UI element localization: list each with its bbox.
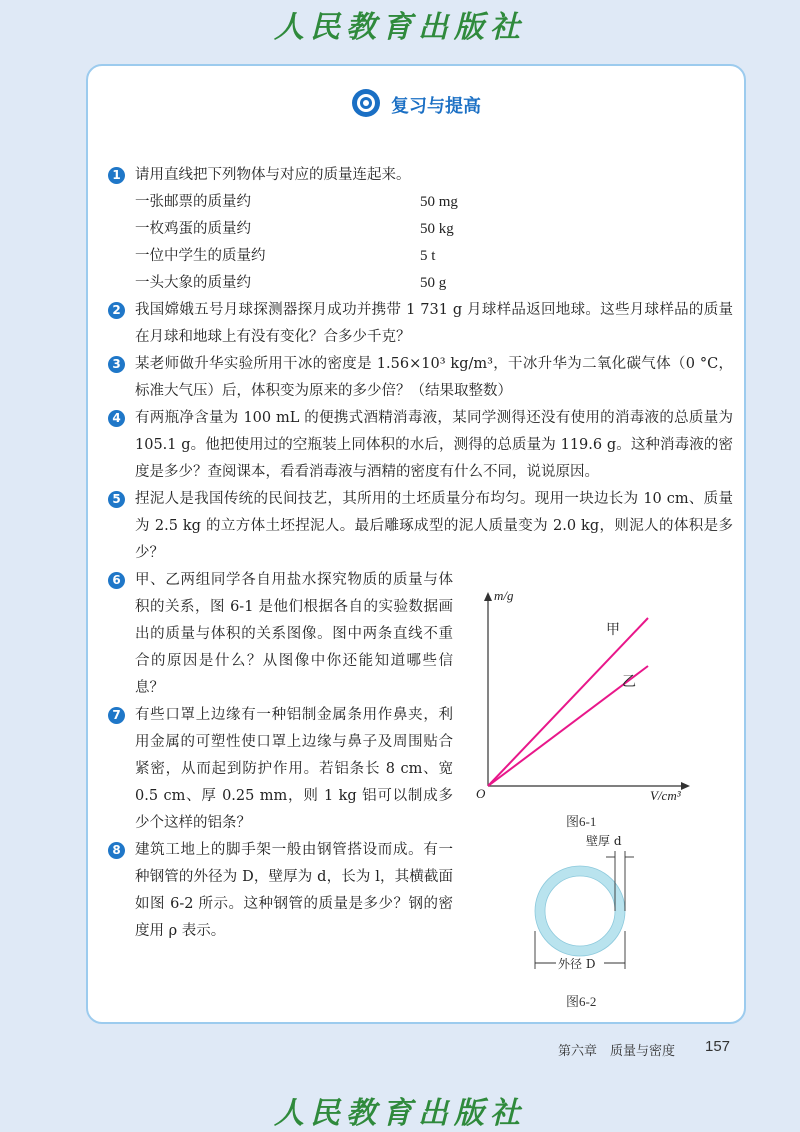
pair-mass: 50 mg (420, 194, 458, 210)
question-text: 甲、乙两组同学各自用盐水探究物质的质量与体积的关系，图 6-1 是他们根据各自的实验数据画出的质量与体积的关系图像。图中两条直线不重合的原因是什么？从图像中你还能知道哪些信息？ (135, 572, 453, 696)
question-number: 6 (108, 572, 125, 589)
pair-mass: 50 g (420, 275, 447, 291)
figure-6-2-cross-section (516, 831, 646, 981)
question-2 (108, 297, 733, 351)
question-1 (108, 162, 733, 189)
question-text: 有两瓶净含量为 100 mL 的便携式酒精消毒液，某同学测得还没有使用的消毒液的总质量为 105.1 g。他把使用过的空瓶装上同体积的水后，测得的总质量为 119.6 g。这种消毒液的密度是多少？查阅课本，看看消毒液与酒精的密度有什么不同，说说原因。 (135, 410, 733, 480)
question-3 (108, 351, 733, 405)
question-text: 有些口罩上边缘有一种铝制金属条用作鼻夹，利用金属的可塑性使口罩上边缘与鼻子及周围贴合紧密，从而起到防护作用。若铝条长 8 cm、宽 0.5 cm、厚 0.25 mm，则 1 kg 铝可以制成多少个这样的铝条？ (135, 707, 453, 831)
x-axis-label: V/cm³ (650, 788, 681, 803)
question-text: 某老师做升华实验所用干冰的密度是 1.56×10³ kg/m³，干冰升华为二氧化碳气体（0 °C，标准大气压）后，体积变为原来的多少倍？（结果取整数） (135, 356, 733, 399)
figure-6-2-caption: 图6-2 (566, 994, 597, 1009)
origin-label: O (476, 786, 486, 801)
pair-mass: 50 kg (420, 221, 454, 237)
publisher-logo-top: 人民教育出版社 (274, 10, 526, 45)
pair-row (135, 243, 733, 270)
wall-thickness-label: 壁厚 d (586, 834, 622, 848)
chapter-footer: 第六章 质量与密度 (558, 1044, 676, 1059)
pair-object: 一枚鸡蛋的质量约 (135, 221, 251, 237)
y-axis-label: m/g (494, 588, 514, 603)
series-line-jia (488, 618, 648, 786)
question-text: 我国嫦娥五号月球探测器探月成功并携带 1 731 g 月球样品返回地球。这些月球样品的质量在月球和地球上有没有变化？合多少千克？ (135, 302, 733, 345)
line-label-yi: 乙 (622, 674, 636, 690)
question-number: 8 (108, 842, 125, 859)
figure-6-1-caption: 图6-1 (566, 814, 597, 829)
question-number: 3 (108, 356, 125, 373)
question-number: 7 (108, 707, 125, 724)
pair-object: 一张邮票的质量约 (135, 194, 251, 210)
outer-diameter-label: 外径 D (558, 957, 596, 971)
pair-row (135, 216, 733, 243)
review-card (86, 64, 746, 1024)
matching-pairs (108, 189, 733, 297)
question-4 (108, 405, 733, 486)
question-number: 1 (108, 167, 125, 184)
publisher-logo-bottom: 人民教育出版社 (274, 1096, 526, 1131)
question-text: 捏泥人是我国传统的民间技艺，其所用的土坯质量分布均匀。现用一块边长为 10 cm、质量为 2.5 kg 的立方体土坯捏泥人。最后雕琢成型的泥人质量变为 2.0 kg，则泥人的体积是多少？ (135, 491, 733, 561)
pair-row (135, 189, 733, 216)
pair-object: 一位中学生的质量约 (135, 248, 266, 264)
page-number: 157 (705, 1038, 731, 1055)
line-label-jia: 甲 (606, 622, 620, 638)
pipe-ring (540, 871, 620, 951)
question-number: 5 (108, 491, 125, 508)
target-icon (351, 88, 381, 122)
section-title: 复习与提高 (391, 96, 481, 117)
question-number: 2 (108, 302, 125, 319)
y-axis-arrow (484, 592, 492, 601)
pair-object: 一头大象的质量约 (135, 275, 251, 291)
question-5 (108, 486, 733, 567)
x-axis-arrow (681, 782, 690, 790)
question-list (108, 162, 733, 945)
figure-6-1-graph (466, 586, 706, 816)
question-text: 建筑工地上的脚手架一般由钢管搭设而成。有一种钢管的外径为 D，壁厚为 d，长为 l，其横截面如图 6-2 所示。这种钢管的质量是多少？钢的密度用 ρ 表示。 (135, 842, 453, 939)
section-header (88, 88, 744, 122)
pair-row (135, 270, 733, 297)
question-number: 4 (108, 410, 125, 427)
pair-mass: 5 t (420, 248, 436, 264)
question-text: 请用直线把下列物体与对应的质量连起来。 (135, 167, 411, 183)
pipe-inner-edge (545, 876, 615, 946)
